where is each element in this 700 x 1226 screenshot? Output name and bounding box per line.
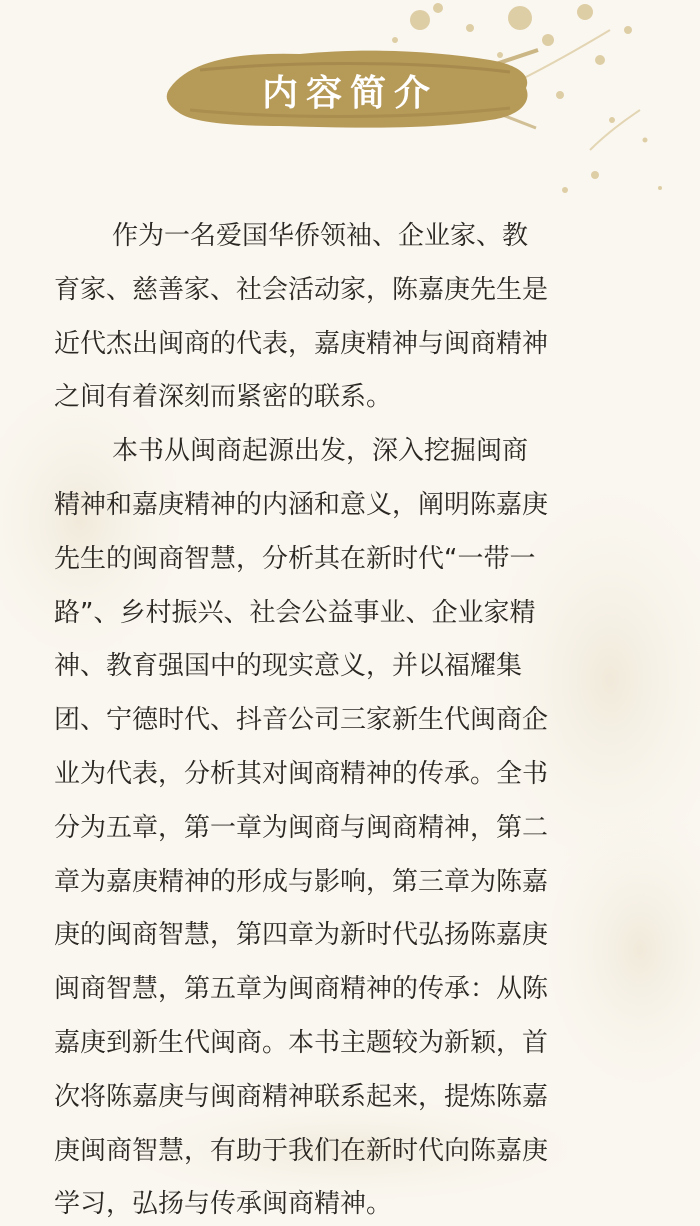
- paragraph-2-line-6: 团、宁德时代、抖音公司三家新生代闽商企: [54, 705, 549, 736]
- paragraph-2-line-9: 章为嘉庚精神的形成与影响，第三章为陈嘉: [54, 866, 549, 897]
- paragraph-1-line-2: 育家、慈善家、社会活动家，陈嘉庚先生是: [54, 274, 549, 305]
- intro-body: [54, 210, 644, 1226]
- paragraph-2-line-12: 嘉庚到新生代闽商。本书主题较为新颖，首: [54, 1027, 549, 1058]
- paragraph-2-line-1: 本书从闽商起源出发，深入挖掘闽商: [112, 436, 529, 467]
- paragraph-1-line-4: 之间有着深刻而紧密的联系。: [54, 382, 393, 413]
- paragraph-2-line-4: 路”、乡村振兴、社会公益事业、企业家精: [54, 597, 536, 628]
- paragraph-2-line-5: 神、教育强国中的现实意义，并以福耀集: [54, 651, 523, 682]
- paragraph-2-line-14: 庚闽商智慧，有助于我们在新时代向陈嘉庚: [54, 1135, 549, 1166]
- paragraph-1-line-3: 近代杰出闽商的代表，嘉庚精神与闽商精神: [54, 328, 549, 359]
- paragraph-2-line-13: 次将陈嘉庚与闽商精神联系起来，提炼陈嘉: [54, 1081, 549, 1112]
- paragraph-2-line-7: 业为代表，分析其对闽商精神的传承。全书: [54, 758, 549, 789]
- paragraph-2-line-11: 闽商智慧，第五章为闽商精神的传承：从陈: [54, 974, 549, 1005]
- paragraph-2-line-2: 精神和嘉庚精神的内涵和意义，阐明陈嘉庚: [54, 489, 549, 520]
- paragraph-1-line-1: 作为一名爱国华侨领袖、企业家、教: [112, 221, 529, 251]
- paragraph-2-line-8: 分为五章，第一章为闽商与闽商精神，第二: [54, 812, 549, 843]
- page-title: 内容简介: [261, 72, 438, 114]
- paragraph-2-line-10: 庚的闽商智慧，第四章为新时代弘扬陈嘉庚: [54, 920, 549, 951]
- paragraph-2-line-3: 先生的闽商智慧，分析其在新时代“一带一: [54, 543, 536, 574]
- paragraph-2-line-15: 学习，弘扬与传承闽商精神。: [54, 1189, 393, 1220]
